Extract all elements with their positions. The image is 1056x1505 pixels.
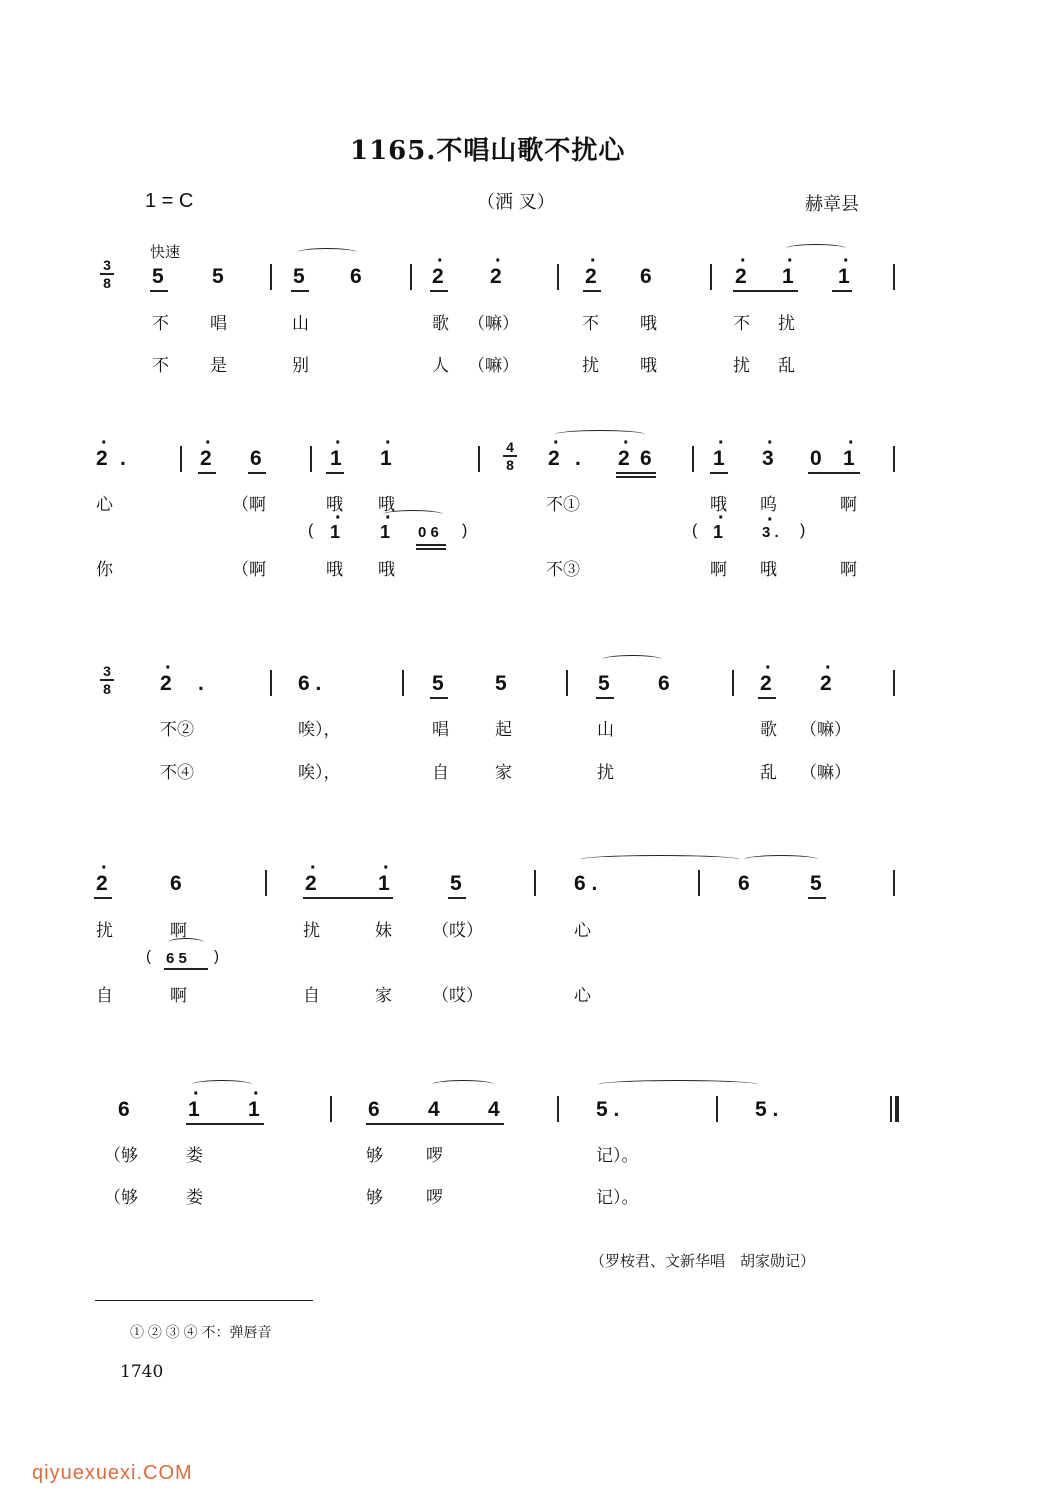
lyric: 哦 — [640, 314, 657, 334]
note: · 3 — [762, 447, 774, 471]
note: 0 6 — [418, 524, 439, 541]
region-label: 赫章县 — [805, 194, 859, 215]
lyric: 扰 — [303, 921, 320, 941]
lyric: 哦 — [326, 495, 343, 515]
underline — [416, 544, 446, 546]
note: 4 — [428, 1098, 440, 1121]
lyric: （嘛） — [800, 720, 851, 740]
note: · 2 — [820, 672, 832, 696]
paren: ) — [214, 948, 219, 965]
footnote-divider — [95, 1300, 313, 1301]
key-signature: 1 = C — [145, 190, 194, 212]
underline — [326, 472, 344, 474]
note: · 2 — [548, 447, 560, 471]
underline — [758, 697, 776, 699]
note: 5 — [152, 265, 164, 288]
slur — [383, 510, 443, 519]
underline — [583, 290, 601, 292]
lyric: 你 — [96, 560, 113, 580]
lyric: 家 — [375, 986, 392, 1006]
time-signature: 3 8 — [100, 664, 114, 696]
note: 6 — [350, 265, 362, 288]
lyric: 啊 — [170, 921, 187, 941]
lyric: 山 — [597, 720, 614, 740]
lyric: 心 — [574, 986, 591, 1006]
lyric: 哦 — [710, 495, 727, 515]
bar-line — [410, 264, 412, 290]
bar-line — [698, 870, 700, 896]
final-bar-thin — [890, 1096, 892, 1122]
lyric: 不 — [582, 314, 599, 334]
bar-line — [270, 670, 272, 696]
lyric: （嘛） — [468, 356, 519, 376]
lyric: 人 — [432, 356, 449, 376]
note: 5 — [212, 265, 224, 288]
lyric: 扰 — [778, 314, 795, 334]
lyric: 心 — [574, 921, 591, 941]
note: · 2 — [96, 872, 108, 896]
lyric: 娄 — [186, 1146, 203, 1166]
lyric: 哦 — [378, 560, 395, 580]
bar-line — [566, 670, 568, 696]
paren: ) — [800, 522, 806, 539]
lyric: 自 — [432, 763, 449, 783]
bar-line — [732, 670, 734, 696]
lyric: 呜 — [760, 495, 777, 515]
note: · 1 — [380, 447, 392, 471]
underline — [808, 897, 826, 899]
paren: ) — [462, 522, 468, 539]
underline — [198, 472, 216, 474]
bar-line — [692, 446, 694, 472]
note: 5 . — [596, 1098, 620, 1121]
tempo-marking: 快速 — [150, 243, 181, 261]
note: 5 . — [755, 1098, 779, 1121]
lyric: 妹 — [375, 921, 392, 941]
lyric: 不 — [733, 314, 750, 334]
note: 5 — [495, 672, 507, 695]
lyric: 乱 — [760, 763, 777, 783]
note: · 1 — [713, 447, 725, 471]
lyric: 够 — [366, 1146, 383, 1166]
bar-line — [402, 670, 404, 696]
underline — [430, 697, 448, 699]
underline — [616, 472, 656, 474]
footnote: ① ② ③ ④ 不：弹唇音 — [130, 1324, 272, 1340]
note: · 1 — [713, 522, 723, 543]
note: · 2 — [760, 672, 772, 696]
underline — [291, 290, 309, 292]
note: 5 — [450, 872, 462, 895]
slur — [602, 655, 662, 664]
note: · 1 — [838, 265, 850, 289]
note: · 2 — [200, 447, 212, 471]
note: 6 — [738, 872, 750, 895]
lyric: （嘛） — [468, 314, 519, 334]
slur — [555, 430, 645, 439]
lyric: 记）。 — [596, 1146, 639, 1166]
lyric: 唱 — [210, 314, 227, 334]
lyric: 别 — [292, 356, 309, 376]
paren: ( — [146, 948, 151, 965]
lyric: 唉）， — [298, 720, 341, 740]
lyric: 是 — [210, 356, 227, 376]
time-signature: 3 8 — [100, 258, 114, 290]
lyric: 扰 — [733, 356, 750, 376]
lyric: 啰 — [426, 1188, 443, 1208]
lyric: （哎） — [432, 986, 483, 1006]
note: · 2 — [585, 265, 597, 289]
note: · 2 — [735, 265, 747, 289]
bar-line — [893, 870, 895, 896]
underline — [248, 472, 266, 474]
lyric: 够 — [366, 1188, 383, 1208]
bar-line — [557, 264, 559, 290]
note: 6 — [118, 1098, 130, 1121]
paren: ( — [692, 522, 698, 539]
lyric: 啊 — [170, 986, 187, 1006]
lyric: 起 — [495, 720, 512, 740]
note: 5 — [293, 265, 305, 288]
lyric: 歌 — [760, 720, 777, 740]
note: 6 — [640, 447, 652, 470]
lyric: 啰 — [426, 1146, 443, 1166]
lyric: 扰 — [597, 763, 614, 783]
slur — [598, 1080, 758, 1089]
lyric: 哦 — [760, 560, 777, 580]
time-signature: 4 8 — [503, 440, 517, 472]
underline — [164, 968, 208, 970]
lyric: 乱 — [778, 356, 795, 376]
note: 6 . — [574, 872, 598, 895]
bar-line — [330, 1096, 332, 1122]
note: · 2 — [432, 265, 444, 289]
lyric: 不 — [152, 314, 169, 334]
note: · 1 — [248, 1098, 260, 1122]
lyric: （啊 — [232, 495, 266, 515]
slur — [786, 244, 846, 253]
bar-line — [557, 1096, 559, 1122]
genre-label: （洒 叉） — [477, 192, 555, 213]
credit: （罗桉君、文新华唱 胡家勋记） — [590, 1252, 816, 1270]
underline — [616, 476, 656, 478]
note: · 2 — [96, 447, 108, 471]
note: 6 — [368, 1098, 380, 1121]
note: . — [120, 447, 126, 470]
note: · 2 — [490, 265, 502, 289]
slur — [192, 1080, 252, 1089]
bar-line — [893, 264, 895, 290]
watermark: qiyuexuexi.COM — [32, 1462, 193, 1484]
lyric: （哎） — [432, 921, 483, 941]
slur — [580, 855, 740, 864]
lyric: 家 — [495, 763, 512, 783]
note: 0 — [810, 447, 822, 470]
bar-line — [310, 446, 312, 472]
underline — [94, 897, 112, 899]
lyric: 不 — [152, 356, 169, 376]
bar-line — [710, 264, 712, 290]
lyric: 啊 — [840, 560, 857, 580]
note: 6 — [658, 672, 670, 695]
lyric: 扰 — [96, 921, 113, 941]
note: · 1 — [380, 522, 390, 543]
final-bar-thick — [895, 1096, 899, 1122]
bar-line — [534, 870, 536, 896]
lyric: 记）。 — [596, 1188, 639, 1208]
underline — [710, 472, 728, 474]
note: 6 . — [298, 672, 322, 695]
lyric: 啊 — [710, 560, 727, 580]
slur — [744, 855, 818, 864]
note: 6 5 — [166, 950, 187, 967]
bar-line — [180, 446, 182, 472]
lyric: 不④ — [160, 763, 194, 783]
lyric: 娄 — [186, 1188, 203, 1208]
note: · 1 — [330, 447, 342, 471]
underline — [808, 472, 860, 474]
underline — [416, 548, 446, 550]
note: 6 — [250, 447, 262, 470]
note: 6 — [170, 872, 182, 895]
bar-line — [716, 1096, 718, 1122]
lyric: （够 — [104, 1146, 138, 1166]
note: 5 — [810, 872, 822, 895]
note: . — [575, 447, 581, 470]
note: 4 — [488, 1098, 500, 1121]
underline — [150, 290, 168, 292]
lyric: 自 — [303, 986, 320, 1006]
lyric: （嘛） — [800, 763, 851, 783]
lyric: 哦 — [326, 560, 343, 580]
underline — [596, 697, 614, 699]
lyric: 自 — [96, 986, 113, 1006]
underline — [448, 897, 466, 899]
note: . — [198, 672, 204, 695]
note: · 1 — [378, 872, 390, 896]
slur — [168, 938, 204, 947]
bar-line — [265, 870, 267, 896]
lyric: （够 — [104, 1188, 138, 1208]
slur — [297, 248, 357, 257]
note: · 2 — [305, 872, 317, 896]
note: · 3 . — [762, 524, 779, 541]
lyric: 不① — [546, 495, 580, 515]
lyric: 不② — [160, 720, 194, 740]
lyric: 扰 — [582, 356, 599, 376]
note: · 1 — [330, 522, 340, 543]
song-title: 1165.不唱山歌不扰心 — [350, 136, 626, 166]
lyric: 啊 — [840, 495, 857, 515]
note: · 1 — [782, 265, 794, 289]
lyric: 唉）， — [298, 763, 341, 783]
slur — [432, 1080, 494, 1089]
lyric: 哦 — [378, 495, 395, 515]
paren: ( — [308, 522, 314, 539]
lyric: 哦 — [640, 356, 657, 376]
lyric: （啊 — [232, 560, 266, 580]
note: · 1 — [843, 447, 855, 471]
lyric: 山 — [292, 314, 309, 334]
note: · 2 — [160, 672, 172, 696]
lyric: 不③ — [546, 560, 580, 580]
bar-line — [270, 264, 272, 290]
underline — [303, 897, 393, 899]
note: 6 — [640, 265, 652, 288]
underline — [430, 290, 448, 292]
bar-line — [893, 670, 895, 696]
bar-line — [893, 446, 895, 472]
lyric: 歌 — [432, 314, 449, 334]
note: · 1 — [188, 1098, 200, 1122]
lyric: 心 — [96, 495, 113, 515]
lyric: 唱 — [432, 720, 449, 740]
page-number: 1740 — [120, 1362, 164, 1382]
note: · 2 — [618, 447, 630, 471]
underline — [186, 1123, 264, 1125]
note: 5 — [432, 672, 444, 695]
underline — [733, 290, 798, 292]
note: 5 — [598, 672, 610, 695]
underline — [832, 290, 852, 292]
underline — [366, 1123, 504, 1125]
bar-line — [478, 446, 480, 472]
